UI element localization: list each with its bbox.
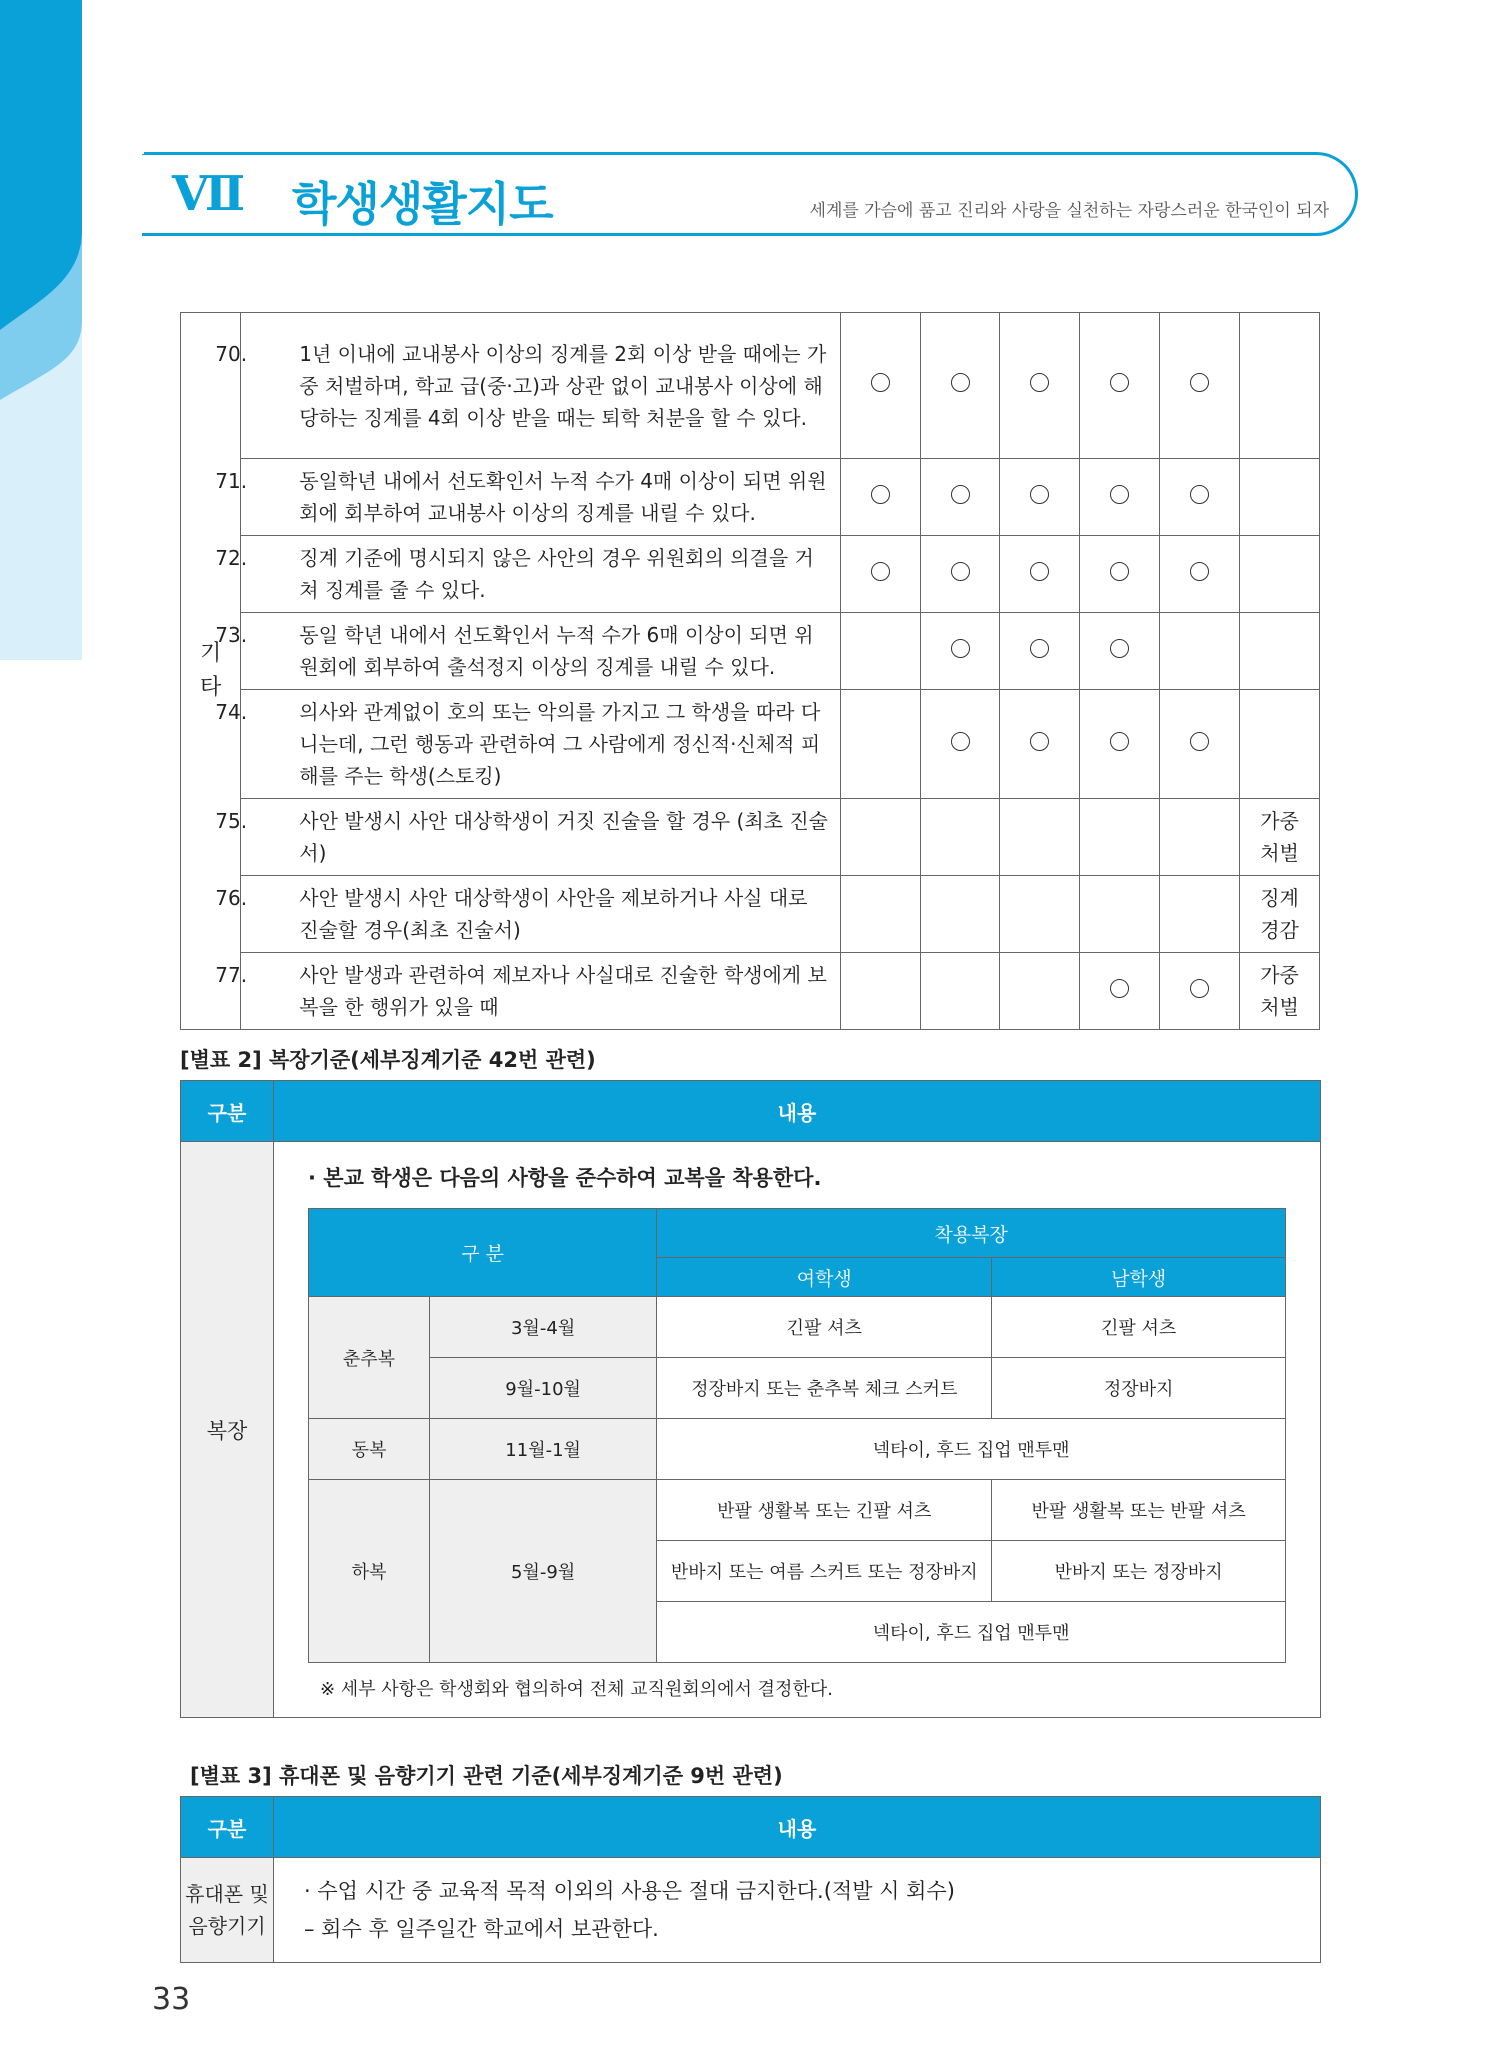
discipline-item: [215, 876, 840, 953]
item-text: 징계 기준에 명시되지 않은 사안의 경우 위원회의 의결을 거쳐 징계를 줄 수 있다.: [299, 546, 814, 602]
circle-mark: [951, 732, 970, 751]
penalty-note: [1240, 613, 1320, 690]
discipline-row: [181, 459, 1320, 536]
discipline-row: [181, 690, 1320, 799]
circle-mark: [1190, 373, 1209, 392]
table2-category-label: 복장: [181, 1142, 274, 1718]
item-text: 사안 발생시 사안 대상학생이 거짓 진술을 할 경우 (최초 진술서): [299, 809, 828, 865]
penalty-mark-cell: [920, 799, 1000, 876]
discipline-row: [181, 313, 1320, 459]
penalty-mark-cell: [1160, 799, 1240, 876]
table3-head-category: 구분: [181, 1797, 274, 1858]
discipline-criteria-table: [180, 312, 1320, 1030]
penalty-mark-cell: [1080, 799, 1160, 876]
cell-su-r2-female: 반바지 또는 여름 스커트 또는 정장바지: [657, 1541, 992, 1602]
discipline-row: [181, 613, 1320, 690]
uniform-head-female: 여학생: [657, 1258, 992, 1297]
period-may-sep: 5월-9월: [430, 1480, 657, 1663]
penalty-mark-cell: [840, 313, 920, 459]
circle-mark: [1190, 732, 1209, 751]
discipline-row: [181, 953, 1320, 1030]
table3-title: [별표 3] 휴대폰 및 음향기기 관련 기준(세부징계기준 9번 관련): [190, 1764, 783, 1788]
penalty-mark-cell: [920, 953, 1000, 1030]
penalty-mark-cell: [920, 690, 1000, 799]
table2-head-category: 구분: [181, 1081, 274, 1142]
circle-mark: [1190, 562, 1209, 581]
item-number: 72.: [215, 546, 248, 570]
penalty-mark-cell: [1160, 613, 1240, 690]
uniform-head-gubun: 구 분: [309, 1209, 657, 1297]
cell-su-r1-female: 반팔 생활복 또는 긴팔 셔츠: [657, 1480, 992, 1541]
penalty-mark-cell: [1000, 876, 1080, 953]
item-number: 76.: [215, 886, 248, 910]
item-number: 73.: [215, 623, 248, 647]
phone-rule-2: – 회수 후 일주일간 학교에서 보관한다.: [304, 1917, 659, 1941]
discipline-item: [215, 536, 840, 613]
penalty-mark-cell: [920, 313, 1000, 459]
chapter-title: 학생생활지도: [292, 177, 553, 231]
penalty-mark-cell: [920, 459, 1000, 536]
dress-code-intro: · 본교 학생은 다음의 사항을 준수하여 교복을 착용한다.: [308, 1166, 822, 1190]
circle-mark: [1110, 732, 1129, 751]
item-number: 75.: [215, 809, 248, 833]
penalty-mark-cell: [1000, 459, 1080, 536]
item-number: 74.: [215, 700, 248, 724]
circle-mark: [951, 562, 970, 581]
item-text: 동일 학년 내에서 선도확인서 누적 수가 6매 이상이 되면 위원회에 회부하여 출석정지 이상의 징계를 내릴 수 있다.: [299, 623, 814, 679]
penalty-mark-cell: [840, 536, 920, 613]
period-nov-jan: 11월-1월: [430, 1419, 657, 1480]
discipline-row: [181, 799, 1320, 876]
season-summer: 하복: [309, 1480, 430, 1663]
penalty-mark-cell: [1000, 536, 1080, 613]
penalty-mark-cell: [1000, 613, 1080, 690]
circle-mark: [1110, 979, 1129, 998]
discipline-item: [215, 313, 840, 459]
page-number: 33: [152, 1982, 191, 2017]
discipline-row: [181, 536, 1320, 613]
circle-mark: [871, 373, 890, 392]
penalty-mark-cell: [1080, 313, 1160, 459]
season-spring-fall: 춘추복: [309, 1297, 430, 1419]
period-mar-apr: 3월-4월: [430, 1297, 657, 1358]
discipline-item: [215, 613, 840, 690]
penalty-mark-cell: [1160, 536, 1240, 613]
penalty-mark-cell: [920, 876, 1000, 953]
penalty-mark-cell: [920, 613, 1000, 690]
cell-su-r1-male: 반팔 생활복 또는 반팔 셔츠: [992, 1480, 1286, 1541]
school-motto: 세계를 가슴에 품고 진리와 사랑을 실천하는 자랑스러운 한국인이 되자: [809, 201, 1329, 221]
cell-sf-p1-female: 긴팔 셔츠: [657, 1297, 992, 1358]
circle-mark: [1030, 485, 1049, 504]
circle-mark: [1110, 562, 1129, 581]
penalty-mark-cell: [1160, 876, 1240, 953]
circle-mark: [951, 373, 970, 392]
penalty-mark-cell: [1000, 313, 1080, 459]
table2-title: [별표 2] 복장기준(세부징계기준 42번 관련): [180, 1048, 596, 1072]
penalty-note: [1240, 690, 1320, 799]
item-text: 동일학년 내에서 선도확인서 누적 수가 4매 이상이 되면 위원회에 회부하여 교내봉사 이상의 징계를 내릴 수 있다.: [299, 469, 827, 525]
penalty-mark-cell: [1160, 313, 1240, 459]
discipline-item: [215, 799, 840, 876]
penalty-mark-cell: [1160, 953, 1240, 1030]
circle-mark: [1030, 732, 1049, 751]
table2-head-content: 내용: [274, 1081, 1321, 1142]
category-label: 기 타: [181, 313, 241, 1030]
item-text: 사안 발생과 관련하여 제보자나 사실대로 진술한 학생에게 보복을 한 행위가 있을 때: [299, 963, 827, 1019]
penalty-mark-cell: [920, 536, 1000, 613]
discipline-row: [181, 876, 1320, 953]
side-decoration: [0, 0, 82, 660]
penalty-note: 징계 경감: [1240, 876, 1320, 953]
cell-sf-p1-male: 긴팔 셔츠: [992, 1297, 1286, 1358]
penalty-note: [1240, 536, 1320, 613]
cell-sf-p2-male: 정장바지: [992, 1358, 1286, 1419]
circle-mark: [951, 485, 970, 504]
penalty-note: [1240, 313, 1320, 459]
penalty-mark-cell: [840, 953, 920, 1030]
penalty-mark-cell: [840, 799, 920, 876]
period-sep-oct: 9월-10월: [430, 1358, 657, 1419]
penalty-mark-cell: [1080, 613, 1160, 690]
item-number: 70.: [215, 341, 248, 366]
item-text: 사안 발생시 사안 대상학생이 사안을 제보하거나 사실 대로 진술할 경우(최초 진술서): [299, 886, 808, 942]
penalty-mark-cell: [1080, 876, 1160, 953]
penalty-mark-cell: [1160, 690, 1240, 799]
circle-mark: [1110, 485, 1129, 504]
penalty-mark-cell: [1160, 459, 1240, 536]
penalty-note: 가중 처벌: [1240, 799, 1320, 876]
circle-mark: [1030, 639, 1049, 658]
table3-head-content: 내용: [274, 1797, 1321, 1858]
penalty-mark-cell: [1000, 690, 1080, 799]
penalty-note: [1240, 459, 1320, 536]
phone-rule-1: · 수업 시간 중 교육적 목적 이외의 사용은 절대 금지한다.(적발 시 회수): [304, 1879, 955, 1903]
uniform-head-wear: 착용복장: [657, 1209, 1286, 1258]
penalty-mark-cell: [1000, 953, 1080, 1030]
cell-sf-p2-female: 정장바지 또는 춘추복 체크 스커트: [657, 1358, 992, 1419]
circle-mark: [1030, 373, 1049, 392]
dress-code-footnote: ※ 세부 사항은 학생회와 협의하여 전체 교직원회의에서 결정한다.: [320, 1679, 833, 1700]
table3-category-label: 휴대폰 및 음향기기: [181, 1858, 274, 1963]
penalty-note: 가중 처벌: [1240, 953, 1320, 1030]
discipline-item: [215, 690, 840, 799]
penalty-mark-cell: [1080, 690, 1160, 799]
phone-audio-table: [180, 1796, 1321, 1963]
circle-mark: [1030, 562, 1049, 581]
item-text: 의사와 관계없이 호의 또는 악의를 가지고 그 학생을 따라 다니는데, 그런 행동과 관련하여 그 사람에게 정신적·신체적 피해를 주는 학생(스토킹): [299, 700, 821, 788]
cell-su-r3-all: 넥타이, 후드 집업 맨투맨: [657, 1602, 1286, 1663]
penalty-mark-cell: [840, 459, 920, 536]
chapter-number: Ⅶ: [172, 166, 244, 222]
item-number: 77.: [215, 963, 248, 987]
season-winter: 동복: [309, 1419, 430, 1480]
item-text: 1년 이내에 교내봉사 이상의 징계를 2회 이상 받을 때에는 가중 처벌하며, 학교 급(중·고)과 상관 없이 교내봉사 이상에 해당하는 징계를 4회 이상 받을 때는 퇴학 처분을 할 수 있다.: [299, 341, 827, 430]
circle-mark: [951, 639, 970, 658]
circle-mark: [1110, 639, 1129, 658]
circle-mark: [871, 485, 890, 504]
penalty-mark-cell: [1080, 459, 1160, 536]
cell-su-r2-male: 반바지 또는 정장바지: [992, 1541, 1286, 1602]
penalty-mark-cell: [1080, 953, 1160, 1030]
table2-content: [274, 1142, 1321, 1718]
circle-mark: [1190, 979, 1209, 998]
discipline-item: [215, 953, 840, 1030]
uniform-head-male: 남학생: [992, 1258, 1286, 1297]
penalty-mark-cell: [840, 876, 920, 953]
uniform-table: [308, 1208, 1286, 1663]
penalty-mark-cell: [1080, 536, 1160, 613]
item-number: 71.: [215, 469, 248, 493]
dress-code-table: [180, 1080, 1321, 1718]
circle-mark: [1110, 373, 1129, 392]
penalty-mark-cell: [840, 613, 920, 690]
penalty-mark-cell: [840, 690, 920, 799]
table3-content: [274, 1858, 1321, 1963]
discipline-item: [215, 459, 840, 536]
circle-mark: [871, 562, 890, 581]
penalty-mark-cell: [1000, 799, 1080, 876]
cell-winter-all: 넥타이, 후드 집업 맨투맨: [657, 1419, 1286, 1480]
circle-mark: [1190, 485, 1209, 504]
